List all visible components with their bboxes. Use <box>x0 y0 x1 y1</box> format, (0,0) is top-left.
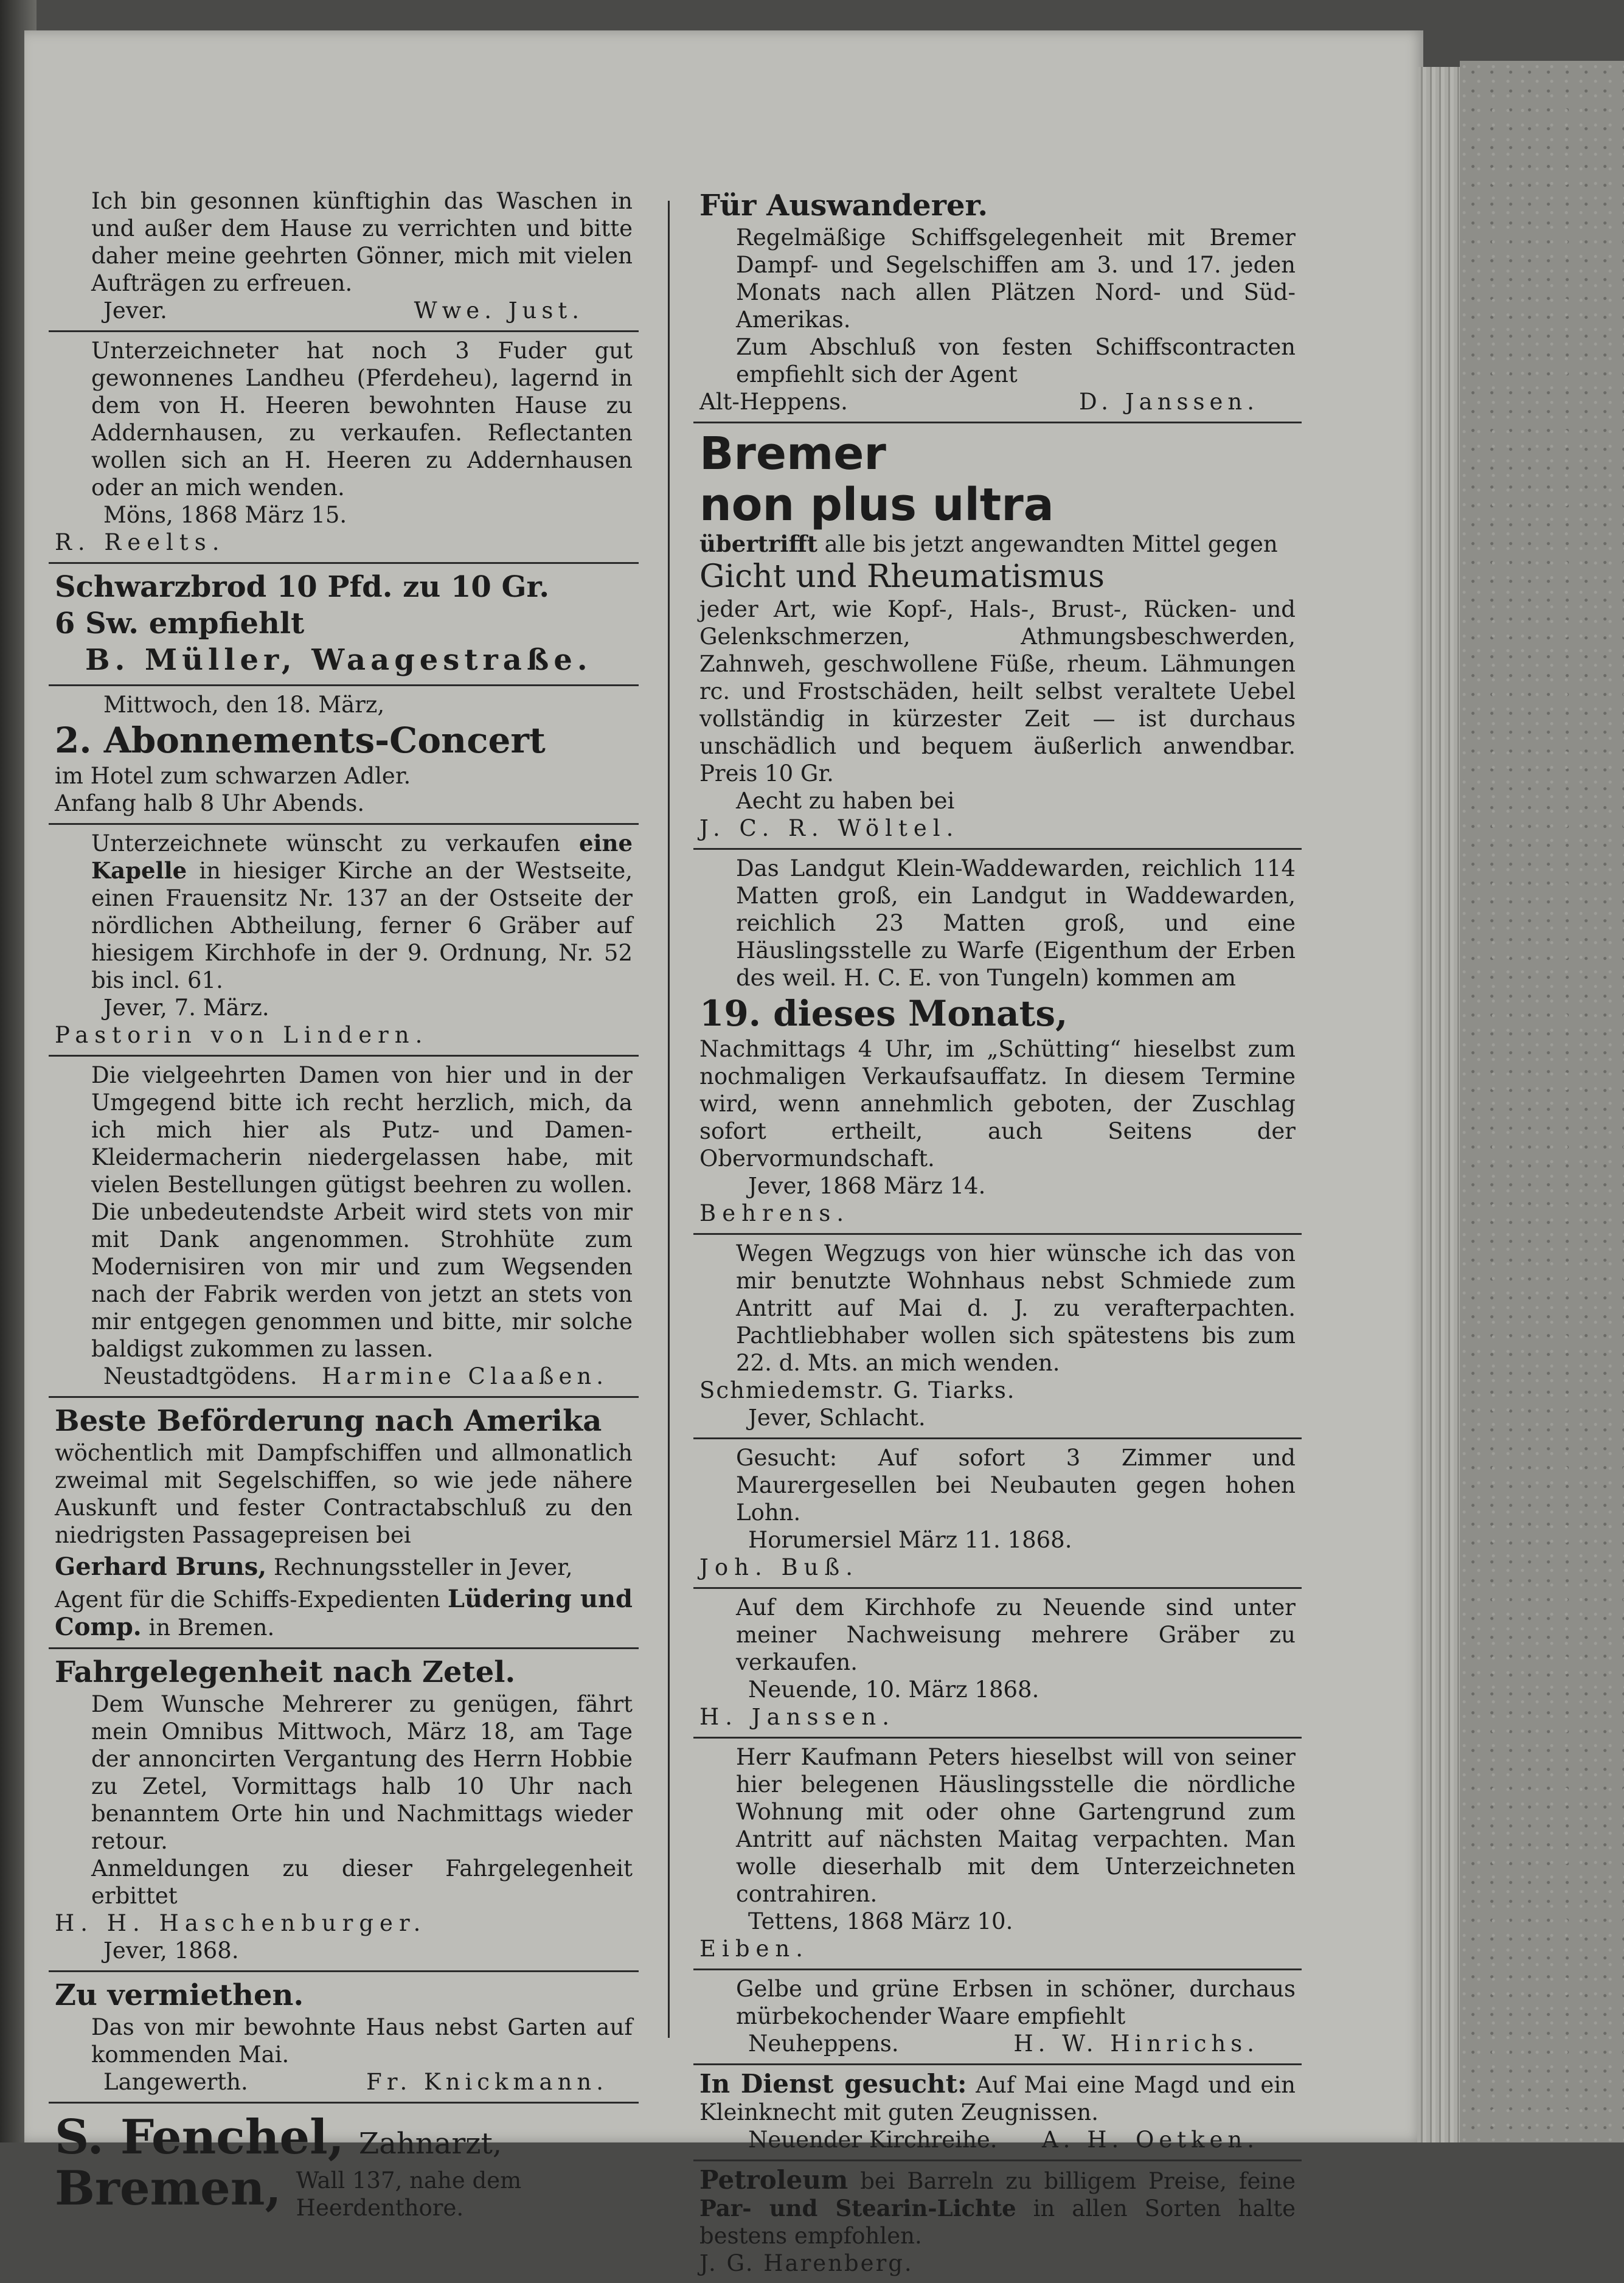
ad-text-bold: übertrifft <box>699 530 817 557</box>
ad-text <box>699 530 1296 558</box>
ad-headline: B. Müller, Waagestraße. <box>85 643 592 677</box>
ad-text-part: Agent für die Schiffs-Expedienten <box>55 1586 448 1613</box>
ad-signature: J. C. R. Wöltel. <box>699 815 960 841</box>
ad-date: Tettens, 1868 März 10. <box>748 1908 1013 1934</box>
ad-signature: A. H. Oetken. <box>1041 2127 1259 2153</box>
ad-schwarzbrod <box>49 564 639 686</box>
left-column <box>49 182 639 2228</box>
ad-text: Gesucht: Auf sofort 3 Zimmer und Maurergesellen bei Neubauten gegen hohen Lohn. <box>736 1445 1296 1526</box>
ad-headline: Zu vermiethen. <box>55 1978 304 2012</box>
ad-text <box>699 2070 1296 2126</box>
ad-text-bold: Par- und Stearin-Lichte <box>699 2195 1016 2222</box>
ad-headline: Beste Beförderung nach Amerika <box>55 1404 602 1438</box>
ad-signature: Joh. Buß. <box>699 1554 859 1580</box>
ad-place: Langewerth. <box>103 2069 248 2095</box>
ad-text <box>55 1549 633 1585</box>
dentist-address: Wall 137, nahe dem Heerdenthore. <box>296 2167 522 2221</box>
ad-signature: Fr. Knickmann. <box>366 2069 608 2095</box>
ad-concert <box>49 686 639 825</box>
ad-signature: H. H. Haschenburger. <box>55 1910 427 1936</box>
ad-text-part: Unterzeichnete wünscht zu verkaufen <box>91 830 579 857</box>
ad-text: Nachmittags 4 Uhr, im „Schütting“ hieselbst zum nochmaligen Verkaufsauffatz. In diesem Termine wird, wenn annehmlich geboten, der Zuschlag sofort ertheilt, auch Seitens der Obervormundschaft. <box>699 1036 1296 1172</box>
ad-waschen <box>49 182 639 332</box>
ad-place: Neustadtgödens. <box>103 1363 297 1389</box>
ad-text: wöchentlich mit Dampfschiffen und allmonatlich zweimal mit Segelschiffen, so wie jede nähere Auskunft und fester Contractabschluß zu den niedrigsten Passagepreisen bei <box>55 1440 633 1548</box>
ad-signature: D. Janssen. <box>1078 389 1259 415</box>
ad-signature: Pastorin von Lindern. <box>55 1022 429 1048</box>
dentist-role: Zahnarzt, <box>358 2127 502 2161</box>
ad-amerika <box>49 1398 639 1649</box>
ad-date: Horumersiel März 11. 1868. <box>748 1527 1072 1553</box>
ad-text: Ich bin gesonnen künftighin das Waschen in und außer dem Hause zu verrichten und bitte daher meine geehrten Gönner, mich mit vielen Aufträgen zu erfreuen. <box>91 188 633 296</box>
ad-text-bold: In Dienst gesucht: <box>699 2069 967 2099</box>
ad-place: Alt-Heppens. <box>699 389 848 415</box>
ad-signature: H. W. Hinrichs. <box>1013 2031 1259 2057</box>
ad-text-part: Auf Mai eine Magd und ein Kleinknecht mit guten Zeugnissen. <box>699 2072 1296 2125</box>
ad-text: Wegen Wegzugs von hier wünsche ich das von mir benutzte Wohnhaus nebst Schmiede zum Antritt auf Mai d. J. zu verafterpachten. Pachtliebhaber wollen sich spätestens bis zum 22. d. Mts. an mich wenden. <box>736 1240 1296 1376</box>
ad-text: Unterzeichneter hat noch 3 Fuder gut gewonnenes Landheu (Pferdeheu), lagernd in dem von H. Heeren bewohnten Hause zu Addernhausen, zu verkaufen. Reflectanten wollen sich an H. Heeren zu Addernhausen oder an mich wenden. <box>91 338 633 501</box>
ad-text: Die vielgeehrten Damen von hier und in der Umgegend bitte ich recht herzlich, mich, da ich mich hier als Putz- und Damen-Kleidermacherin niedergelassen habe, mit vielen Bestellungen gütigst beehren zu wollen. Die unbedeutendste Arbeit wird stets von mir mit Dank angenommen. Strohhüte zum Modernisiren von mir und zum Wegsenden nach der Fabrik werden von jetzt an stets von mir entgegen genommen und bitte, mir solche baldigst zukommen zu lassen. <box>91 1062 633 1362</box>
ad-text-part: Rechnungssteller in Jever, <box>266 1554 573 1580</box>
book-cover-edge <box>1460 61 1624 2142</box>
ad-signature: Schmiedemstr. G. Tiarks. <box>699 1377 1016 1403</box>
ad-signature: Eiben. <box>699 1936 810 1962</box>
ad-putz <box>49 1057 639 1398</box>
ad-headline: 19. dieses Monats, <box>699 993 1068 1034</box>
ad-text: Regelmäßige Schiffsgelegenheit mit Bremer Dampf- und Segelschiffen am 3. und 17. jeden Monats nach allen Plätzen Nord- und Süd-Amerikas. <box>736 224 1296 333</box>
ad-signature: Harmine Claaßen. <box>322 1363 608 1389</box>
ad-text: Das Landgut Klein-Waddewarden, reichlich 114 Matten groß, ein Landgut in Waddewarden, reichlich 23 Matten groß, und eine Häuslingsstelle zu Warfe (Eigenthum der Erben des weil. H. C. E. von Tungeln) kommen am <box>736 855 1296 991</box>
ad-place: Neuender Kirchreihe. <box>748 2127 998 2153</box>
ad-text: Aecht zu haben bei <box>736 788 955 814</box>
ad-date: Jever, 1868 März 14. <box>748 1173 986 1199</box>
ad-text-bold: Lüdering und Comp. <box>55 1585 633 1641</box>
ad-headline: Fahrgelegenheit nach Zetel. <box>55 1655 516 1689</box>
ad-date: Neuende, 10. März 1868. <box>748 1677 1039 1703</box>
column-divider <box>668 201 670 2038</box>
ad-text <box>55 1585 633 1641</box>
ad-headline: Für Auswanderer. <box>699 189 988 223</box>
ad-petroleum <box>693 2161 1302 2283</box>
ad-text: Zum Abschluß von festen Schiffscontracten empfiehlt sich der Agent <box>736 334 1296 387</box>
ad-text <box>699 2166 1296 2250</box>
ad-headline: 6 Sw. empfiehlt <box>55 606 305 641</box>
ad-text-part: in allen Sorten halte bestens empfohlen. <box>699 2195 1296 2249</box>
ad-vermiethen <box>49 1972 639 2104</box>
ad-text: im Hotel zum schwarzen Adler. <box>55 763 411 789</box>
ad-signature: Wwe. Just. <box>414 297 584 324</box>
ad-bremer <box>693 423 1302 850</box>
ad-text-bold: eine Kapelle <box>91 830 633 884</box>
ad-peters <box>693 1739 1302 1970</box>
ad-signature: H. Janssen. <box>699 1704 895 1730</box>
ad-dienst <box>693 2065 1302 2161</box>
ad-text: Gelbe und grüne Erbsen in schöner, durchaus mürbekochender Waare empfiehlt <box>736 1976 1296 2029</box>
ad-place: Neuheppens. <box>748 2031 899 2057</box>
ad-signature: J. G. Harenberg. <box>699 2250 914 2276</box>
ad-text-part: alle bis jetzt angewandten Mittel gegen <box>817 531 1278 557</box>
ad-date: Mittwoch, den 18. März, <box>103 692 385 718</box>
ad-signature: Behrens. <box>699 1200 850 1226</box>
ad-zetel <box>49 1649 639 1972</box>
ad-headline: Gicht und Rheumatismus <box>699 558 1105 595</box>
ad-headline: Bremer <box>699 428 886 480</box>
ad-landgut <box>693 850 1302 1235</box>
ad-landheu <box>49 332 639 564</box>
ad-fenchel <box>49 2104 639 2228</box>
ad-text: Herr Kaufmann Peters hieselbst will von seiner hier belegenen Häuslingsstelle die nördliche Wohnung mit oder ohne Gartengrund zum Antritt auf nächsten Maitag verpachten. Man wolle dieserhalb mit dem Unterzeichneten contrahiren. <box>736 1744 1296 1907</box>
ad-text-part: in hiesiger Kirche an der Westseite, einen Frauensitz Nr. 137 an der Ostseite der nördlichen Abtheilung, ferner 6 Gräber auf hiesigem Kirchhofe in der 9. Ordnung, Nr. 52 bis incl. 61. <box>91 858 633 993</box>
ad-signature: R. Reelts. <box>55 529 226 555</box>
ad-text: Anmeldungen zu dieser Fahrgelegenheit erbittet <box>91 1855 633 1909</box>
agent-name: Gerhard Bruns, <box>55 1552 267 1581</box>
ad-place: Jever. <box>103 297 167 324</box>
ad-text: Auf dem Kirchhofe zu Neuende sind unter meiner Nachweisung mehrere Gräber zu verkaufen. <box>736 1594 1296 1675</box>
ad-kapelle <box>49 825 639 1057</box>
ad-date: Jever, 7. März. <box>103 995 269 1021</box>
ad-text: jeder Art, wie Kopf-, Hals-, Brust-, Rücken- und Gelenkschmerzen, Athmungsbeschwerden, Zahnweh, geschwollene Füße, rheum. Lähmungen rc. und Frostschäden, heilt selbst veraltete Uebel vollständig in kürzester Zeit — ist durchaus unschädlich und bequem äußerlich anwendbar. Preis 10 Gr. <box>699 596 1296 787</box>
ad-schmiede <box>693 1235 1302 1439</box>
ad-headline: non plus ultra <box>699 479 1054 531</box>
dentist-name: S. Fenchel, <box>55 2110 344 2165</box>
ad-headline: 2. Abonnements-Concert <box>55 720 546 761</box>
ad-date: Jever, 1868. <box>103 1937 239 1964</box>
ad-text: Anfang halb 8 Uhr Abends. <box>55 790 365 816</box>
ad-headline: Schwarzbrod 10 Pfd. zu 10 Gr. <box>55 570 550 604</box>
ad-place: Jever, Schlacht. <box>748 1405 926 1431</box>
ad-text: Das von mir bewohnte Haus nebst Garten auf kommenden Mai. <box>91 2014 633 2068</box>
ad-text: Dem Wunsche Mehrerer zu genügen, fährt mein Omnibus Mittwoch, März 18, am Tage der annoncirten Vergantung des Herrn Hobbie zu Zetel, Vormittags halb 10 Uhr nach benanntem Orte hin und Nachmittags wieder retour. <box>91 1691 633 1854</box>
ad-text <box>55 830 633 994</box>
ad-gesucht <box>693 1439 1302 1589</box>
ad-graeber <box>693 1589 1302 1739</box>
ad-auswanderer <box>693 182 1302 423</box>
ad-text-part: bei Barreln zu billigem Preise, feine <box>848 2168 1296 2194</box>
ad-erbsen <box>693 1970 1302 2065</box>
right-column <box>693 182 1302 2283</box>
ad-date: Möns, 1868 März 15. <box>103 502 347 528</box>
ad-text-bold: Petroleum <box>699 2165 848 2195</box>
dentist-city: Bremen, <box>55 2161 282 2216</box>
ad-text-part: in Bremen. <box>141 1614 275 1641</box>
